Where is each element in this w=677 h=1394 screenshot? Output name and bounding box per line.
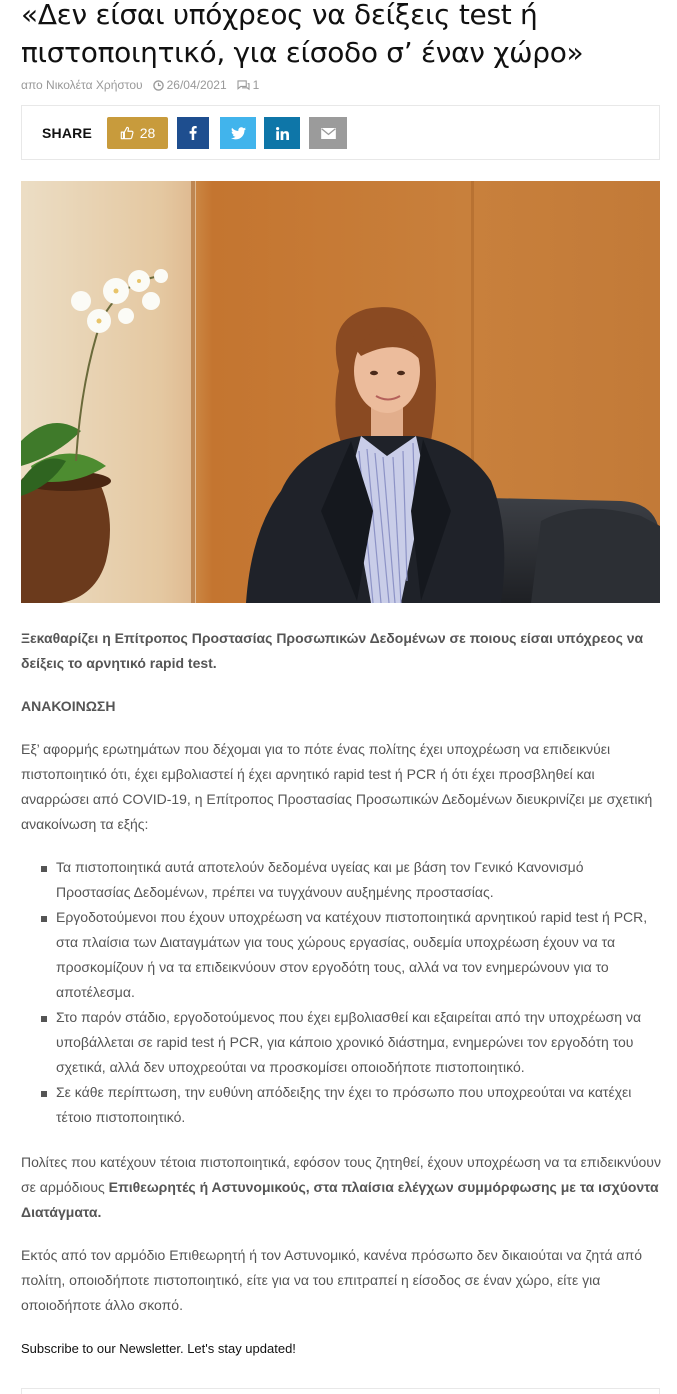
comments-icon <box>237 80 250 91</box>
newsletter-box-edge <box>21 1388 660 1394</box>
email-share-button[interactable] <box>309 117 347 149</box>
article-body <box>21 626 661 1361</box>
list-item: Εργοδοτούμενοι που έχουν υποχρέωση να κατέχουν πιστοποιητικά αρνητικού rapid test ή PCR, στα πλαίσια των Διαταγμάτων για τους χώρους εργασίας, ουδεμία υποχρέωση έχουν να τα προσκομίζουν ή να τα επιδεικνύουν στον εργοδότη τους, αλλά να τον ενημερώνουν για το αποτέλεσμα. <box>56 905 661 1005</box>
list-item: Σε κάθε περίπτωση, την ευθύνη απόδειξης την έχει το πρόσωπο που υποχρεούται να κατέχει τέτοιο πιστοποιητικό. <box>56 1080 661 1130</box>
thumbs-up-icon <box>120 126 134 140</box>
newsletter-prompt: Subscribe to our Newsletter. Let's stay updated! <box>21 1341 296 1356</box>
list-item: Στο παρόν στάδιο, εργοδοτούμενος που έχει εμβολιασθεί και εξαιρείται από την υποχρέωση να υποβάλλεται σε rapid test ή PCR, για κάποιο χρονικό διάστημα, ενημερώνει τον εργοδότη του σχετικά, αλλά δεν υποχρεούται να προσκομίσει οποιοδήποτε πιστοποιητικό. <box>56 1005 661 1080</box>
restriction-paragraph: Εκτός από τον αρμόδιο Επιθεωρητή ή τον Αστυνομικό, κανένα πρόσωπο δεν δικαιούται να ζητά από πολίτη, οποιοδήποτε πιστοποιητικό, είτε για να του επιτραπεί η είσοδος σε έναν χώρο, είτε για οποιοδήποτε άλλο σκοπό. <box>21 1247 643 1313</box>
date-text: 26/04/2021 <box>166 78 227 92</box>
author-link[interactable]: απο Νικολέτα Χρήστου <box>21 78 143 92</box>
clock-icon <box>153 80 164 91</box>
article-meta <box>21 77 259 93</box>
twitter-share-button[interactable] <box>220 117 256 149</box>
announcement-heading: ΑΝΑΚΟΙΝΩΣΗ <box>21 698 116 714</box>
like-button[interactable] <box>107 117 168 149</box>
share-label: SHARE <box>42 124 93 141</box>
twitter-icon <box>231 127 246 140</box>
share-bar <box>21 105 660 160</box>
article-title: «Δεν είσαι υπόχρεος να δείξεις test ή πιστοποιητικό, για είσοδο σ’ έναν χώρο» <box>21 0 584 69</box>
article-lead: Ξεκαθαρίζει η Επίτροπος Προστασίας Προσωπικών Δεδομένων σε ποιους είσαι υπόχρεος να δείξεις το αρνητικό rapid test. <box>21 630 644 671</box>
post-date <box>153 78 227 92</box>
linkedin-icon <box>276 127 289 140</box>
envelope-icon <box>321 128 336 139</box>
intro-paragraph: Εξ’ αφορμής ερωτημάτων που δέχομαι για το πότε ένας πολίτης έχει υποχρέωση να επιδεικνύει πιστοποιητικό ότι, έχει εμβολιαστεί ή έχει αρνητικό rapid test ή PCR ή ότι έχει προσβληθεί και αναρρώσει από COVID-19, η Επίτροπος Προστασίας Προσωπικών Δεδομένων διευκρινίζει με σχετική ανακοίνωση τα εξής: <box>21 741 653 832</box>
comment-count: 1 <box>252 78 260 92</box>
facebook-share-button[interactable] <box>177 117 209 149</box>
list-item: Τα πιστοποιητικά αυτά αποτελούν δεδομένα υγείας και με βάση τον Γενικό Κανονισμό Προστασίας Δεδομένων, πρέπει να τυγχάνουν αυξημένης προστασίας. <box>56 855 661 905</box>
points-list <box>21 855 661 1130</box>
obligation-text: Πολίτες που κατέχουν τέτοια πιστοποιητικά, εφόσον τους ζητηθεί, έχουν υποχρέωση να τα επιδεικνύουν σε αρμόδιους <box>21 1154 661 1195</box>
linkedin-share-button[interactable] <box>264 117 300 149</box>
like-count: 28 <box>139 125 156 141</box>
obligation-paragraph <box>21 1150 661 1225</box>
featured-image <box>21 181 660 603</box>
facebook-icon <box>189 126 197 140</box>
obligation-bold-text: Επιθεωρητές ή Αστυνομικούς, στα πλαίσια ελέγχων συμμόρφωσης με τα ισχύοντα Διατάγματα. <box>21 1179 659 1220</box>
comments-link[interactable] <box>237 78 260 92</box>
